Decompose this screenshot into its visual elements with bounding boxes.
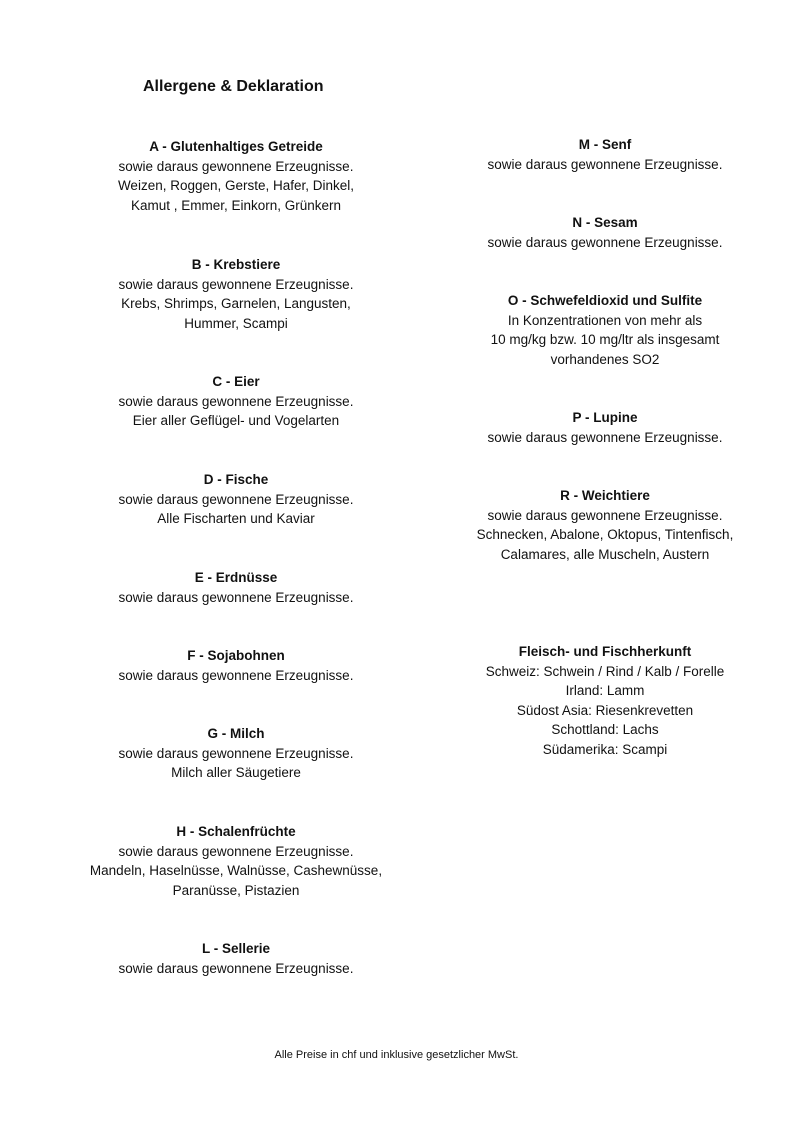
allergen-line: sowie daraus gewonnene Erzeugnisse. bbox=[487, 429, 723, 445]
allergen-line: sowie daraus gewonnene Erzeugnisse. bbox=[118, 393, 354, 409]
allergen-block-g bbox=[56, 724, 416, 783]
allergen-line: Weizen, Roggen, Gerste, Hafer, Dinkel, bbox=[117, 178, 355, 193]
allergen-block-f bbox=[56, 646, 416, 685]
allergen-heading: L - Sellerie bbox=[201, 941, 271, 956]
allergen-line: Schnecken, Abalone, Oktopus, Tintenfisch, bbox=[476, 527, 734, 542]
allergen-block-r bbox=[425, 486, 785, 564]
allergen-block-d bbox=[56, 470, 416, 529]
origin-line: Südost Asia: Riesenkrevetten bbox=[516, 702, 694, 718]
allergen-heading: E - Erdnüsse bbox=[194, 570, 278, 585]
allergen-heading: C - Eier bbox=[212, 374, 260, 389]
origin-line: Schottland: Lachs bbox=[551, 722, 659, 737]
allergen-line: sowie daraus gewonnene Erzeugnisse. bbox=[118, 745, 354, 761]
allergen-block-b bbox=[56, 255, 416, 333]
allergen-line: sowie daraus gewonnene Erzeugnisse. bbox=[118, 276, 354, 292]
allergen-line: Eier aller Geflügel- und Vogelarten bbox=[132, 413, 340, 428]
allergen-column-left bbox=[56, 0, 416, 1000]
origin-line: Irland: Lamm bbox=[565, 683, 645, 698]
allergen-line: Paranüsse, Pistazien bbox=[172, 882, 300, 898]
allergen-line: sowie daraus gewonnene Erzeugnisse. bbox=[487, 234, 723, 250]
origin-line: Südamerika: Scampi bbox=[542, 741, 668, 757]
allergen-line: Milch aller Säugetiere bbox=[171, 765, 301, 780]
allergen-heading: M - Senf bbox=[578, 137, 632, 152]
allergen-line: sowie daraus gewonnene Erzeugnisse. bbox=[487, 507, 723, 523]
allergen-block-e bbox=[56, 568, 416, 607]
allergen-line: In Konzentrationen von mehr als bbox=[507, 312, 703, 328]
allergen-heading: H - Schalenfrüchte bbox=[176, 824, 296, 839]
allergen-heading: F - Sojabohnen bbox=[187, 648, 285, 663]
origin-heading: Fleisch- und Fischherkunft bbox=[518, 644, 692, 659]
allergen-block-m bbox=[425, 135, 785, 174]
allergen-column-right bbox=[425, 0, 785, 1000]
allergen-heading: N - Sesam bbox=[572, 215, 638, 230]
allergen-block-h bbox=[56, 822, 416, 900]
allergen-line: sowie daraus gewonnene Erzeugnisse. bbox=[118, 589, 354, 605]
allergen-line: sowie daraus gewonnene Erzeugnisse. bbox=[118, 491, 354, 507]
allergen-heading: P - Lupine bbox=[572, 410, 638, 425]
allergen-block-a bbox=[56, 137, 416, 215]
allergen-heading: A - Glutenhaltiges Getreide bbox=[149, 139, 323, 154]
allergen-block-p bbox=[425, 408, 785, 447]
allergen-line: 10 mg/kg bzw. 10 mg/ltr als insgesamt bbox=[490, 332, 720, 347]
allergen-heading: R - Weichtiere bbox=[560, 488, 650, 503]
allergen-line: sowie daraus gewonnene Erzeugnisse. bbox=[118, 960, 354, 976]
allergen-line: Mandeln, Haselnüsse, Walnüsse, Cashewnüsse, bbox=[89, 863, 383, 878]
allergen-line: Kamut , Emmer, Einkorn, Grünkern bbox=[130, 197, 342, 213]
allergen-block-n bbox=[425, 213, 785, 252]
page-title: Allergene & Deklaration bbox=[143, 78, 324, 95]
allergen-line: Hummer, Scampi bbox=[184, 315, 288, 331]
allergen-line: vorhandenes SO2 bbox=[550, 351, 660, 367]
allergen-block-l bbox=[56, 939, 416, 978]
price-footnote: Alle Preise in chf und inklusive gesetzlicher MwSt. bbox=[274, 1049, 519, 1061]
allergen-line: Alle Fischarten und Kaviar bbox=[157, 511, 315, 526]
allergen-line: sowie daraus gewonnene Erzeugnisse. bbox=[118, 667, 354, 683]
origin-line: Schweiz: Schwein / Rind / Kalb / Forelle bbox=[485, 663, 725, 679]
allergen-line: sowie daraus gewonnene Erzeugnisse. bbox=[118, 843, 354, 859]
allergen-line: sowie daraus gewonnene Erzeugnisse. bbox=[487, 156, 723, 172]
allergen-heading: G - Milch bbox=[207, 726, 265, 741]
allergen-heading: D - Fische bbox=[203, 472, 269, 487]
allergen-block-o bbox=[425, 291, 785, 369]
origin-block bbox=[425, 642, 785, 759]
allergen-line: sowie daraus gewonnene Erzeugnisse. bbox=[118, 158, 354, 174]
allergen-heading: B - Krebstiere bbox=[191, 257, 281, 272]
allergen-line: Calamares, alle Muscheln, Austern bbox=[500, 546, 710, 562]
allergen-block-c bbox=[56, 372, 416, 431]
allergen-line: Krebs, Shrimps, Garnelen, Langusten, bbox=[121, 296, 351, 311]
allergen-heading: O - Schwefeldioxid und Sulfite bbox=[507, 293, 703, 308]
